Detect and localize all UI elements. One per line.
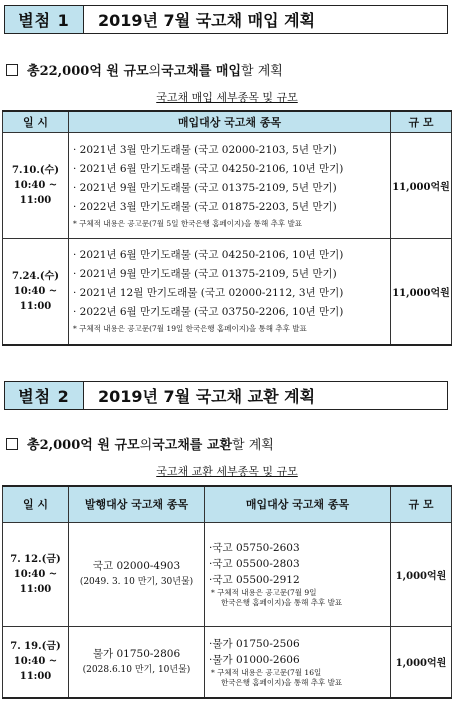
table-header-row — [3, 111, 452, 133]
row-scale: 1,000억원 — [391, 522, 452, 626]
checkbox-icon — [6, 64, 18, 76]
header-bonds: 매입대상 국고채 종목 — [69, 111, 391, 133]
checkbox-icon — [6, 438, 18, 450]
bond-item: · 2021년 9월 만기도래물 (국고 01375-2109, 5년 만기) — [73, 181, 337, 194]
section2-caption — [0, 463, 454, 479]
summary-suffix: 할 계획 — [241, 64, 283, 79]
summary-prefix: 총 — [27, 64, 40, 79]
section2-summary — [6, 434, 274, 453]
row-date — [3, 239, 69, 345]
section1-summary — [6, 60, 283, 79]
row-date — [3, 133, 69, 239]
caption-text: 국고채 교환 세부종목 및 규모 — [156, 465, 298, 478]
section2-header — [4, 380, 448, 411]
header-date: 일 시 — [3, 486, 69, 522]
date-line: 7. 12.(금) — [10, 553, 61, 565]
date-line: 7.10.(수) — [12, 165, 59, 176]
section1-caption — [0, 89, 454, 105]
time-start: 10:40 ~ — [13, 285, 58, 297]
summary-subject: 국고채를 매입 — [161, 64, 242, 79]
header-issue: 발행대상 국고채 종목 — [69, 486, 205, 522]
issue-maturity: (2049. 3. 10 만기, 30년물) — [79, 577, 194, 587]
row-date — [3, 626, 69, 698]
summary-amount: 22,000억 원 규모 — [39, 64, 149, 79]
header-scale: 규 모 — [391, 111, 452, 133]
issue-maturity: (2028.6.10 만기, 10년물) — [82, 664, 191, 675]
bond-item: ·국고 05500-2803 — [209, 558, 300, 570]
time-end: 11:00 — [19, 671, 52, 683]
bond-item: ·물가 01750-2506 — [209, 637, 300, 650]
row-bonds — [205, 626, 391, 698]
bond-item: · 2021년 3월 만기도래물 (국고 02000-2103, 5년 만기) — [73, 143, 337, 156]
row-note: * 구체적 내용은 공고문(7월 19일 한국은행 홈페이지)을 통해 추후 발표 — [73, 324, 307, 334]
row-scale: 11,000억원 — [391, 239, 452, 345]
bond-item: · 2022년 6월 만기도래물 (국고 03750-2206, 10년 만기) — [73, 306, 344, 319]
caption-text: 국고채 매입 세부종목 및 규모 — [156, 91, 298, 104]
header-date: 일 시 — [3, 111, 69, 133]
purchase-table — [2, 110, 452, 346]
bond-item: · 2021년 9월 만기도래물 (국고 01375-2109, 5년 만기) — [73, 268, 337, 281]
bond-item: · 2021년 6월 만기도래물 (국고 04250-2106, 10년 만기) — [73, 162, 344, 175]
time-start: 10:40 ~ — [13, 568, 58, 580]
section1-title: 2019년 7월 국고채 매입 계획 — [84, 5, 448, 34]
header-bonds: 매입대상 국고채 종목 — [205, 486, 391, 522]
table-row — [3, 522, 452, 626]
section1-header — [4, 4, 448, 35]
row-note: 한국은행 홈페이지)을 통해 추후 발표 — [221, 677, 343, 687]
bond-item: · 2022년 3월 만기도래물 (국고 01875-2203, 5년 만기) — [73, 200, 337, 213]
section2-title: 2019년 7월 국고채 교환 계획 — [84, 381, 448, 410]
table-header-row — [3, 486, 452, 522]
row-note: 한국은행 홈페이지)을 통해 추후 발표 — [221, 598, 343, 607]
table-row — [3, 626, 452, 698]
summary-prefix: 총 — [27, 438, 40, 453]
row-bonds — [69, 239, 391, 345]
row-bonds — [205, 522, 391, 626]
row-bonds — [69, 133, 391, 239]
time-start: 10:40 ~ — [13, 656, 58, 668]
summary-subject: 국고채를 교환 — [152, 438, 232, 453]
section1-badge: 별첨 1 — [4, 5, 84, 34]
time-start: 10:40 ~ — [13, 180, 58, 191]
header-scale: 규 모 — [391, 486, 452, 522]
row-note: * 구체적 내용은 공고문(7월 5일 한국은행 홈페이지)을 통해 추후 발표 — [73, 218, 302, 228]
bond-item: · 2021년 12월 만기도래물 (국고 02000-2112, 3년 만기) — [73, 287, 344, 300]
summary-amount: 2,000억 원 규모 — [39, 438, 140, 453]
row-scale: 11,000억원 — [391, 133, 452, 239]
time-end: 11:00 — [19, 583, 52, 595]
bond-item: ·국고 05500-2912 — [209, 574, 300, 586]
row-issue — [69, 626, 205, 698]
table-row — [3, 133, 452, 239]
section2-badge: 별첨 2 — [4, 381, 84, 410]
date-line: 7. 19.(금) — [10, 641, 61, 653]
row-issue — [69, 522, 205, 626]
row-note: * 구체적 내용은 공고문(7월 16일 — [211, 667, 322, 677]
summary-suffix: 할 계획 — [232, 438, 274, 453]
bond-item: · 2021년 6월 만기도래물 (국고 04250-2106, 10년 만기) — [73, 249, 344, 262]
summary-mid: 의 — [139, 438, 153, 453]
exchange-table — [2, 485, 452, 699]
row-date — [3, 522, 69, 626]
row-scale: 1,000억원 — [391, 626, 452, 698]
date-line: 7.24.(수) — [12, 270, 59, 282]
summary-mid: 의 — [148, 64, 162, 79]
time-end: 11:00 — [19, 195, 52, 206]
table-row — [3, 239, 452, 345]
bond-item: ·물가 01000-2606 — [209, 653, 300, 666]
bond-item: ·국고 05750-2603 — [209, 542, 300, 554]
issue-code: 물가 01750-2806 — [92, 647, 181, 660]
time-end: 11:00 — [19, 300, 52, 312]
row-note: * 구체적 내용은 공고문(7월 9일 — [211, 588, 317, 597]
issue-code: 국고 02000-4903 — [92, 560, 181, 572]
